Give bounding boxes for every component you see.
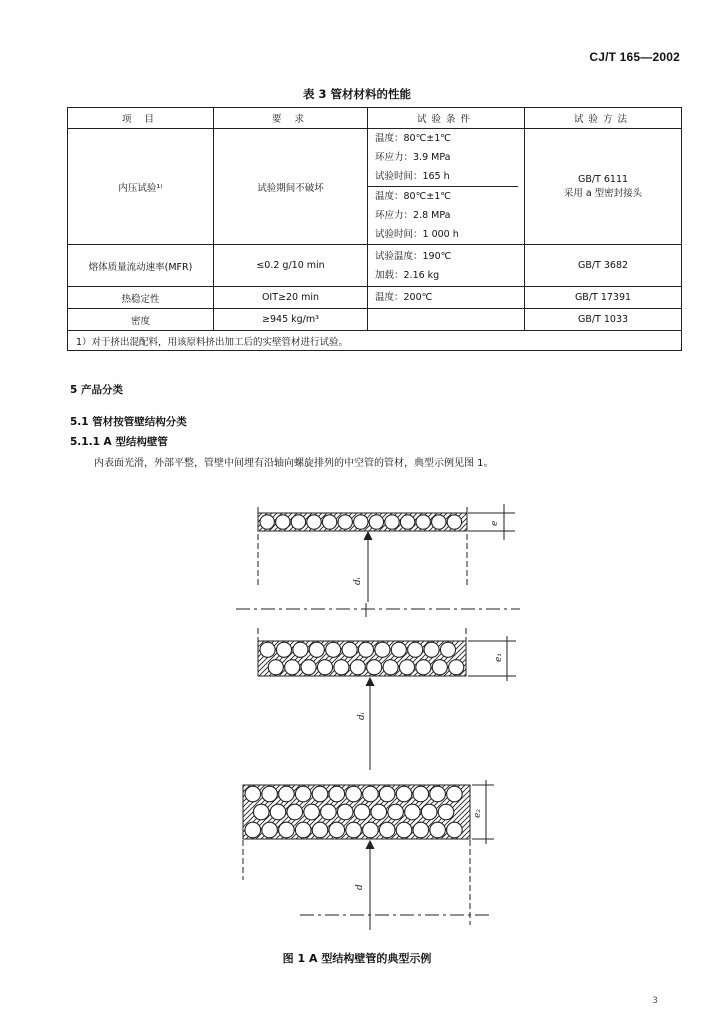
hollow-tube: [405, 804, 421, 820]
hollow-tube: [447, 822, 463, 838]
hollow-tube: [430, 822, 446, 838]
hollow-tube: [279, 822, 295, 838]
hollow-tube: [371, 804, 387, 820]
hollow-tube: [396, 786, 412, 802]
method-std: GB/T 6111: [577, 174, 629, 185]
hollow-tube: [408, 642, 423, 657]
hollow-tube: [287, 804, 303, 820]
hollow-tube: [293, 642, 308, 657]
hollow-tube: [383, 660, 398, 675]
hollow-tube: [354, 515, 368, 529]
cond-a-temp: 温度：80℃±1℃: [375, 133, 451, 144]
cond-b-stress: 环应力：2.8 MPa: [375, 210, 451, 221]
hollow-tube: [413, 786, 429, 802]
cell-mfr-item: 熔体质量流动速率(MFR): [68, 245, 214, 287]
hollow-tube: [268, 660, 283, 675]
hollow-tube: [295, 822, 311, 838]
hollow-tube: [363, 786, 379, 802]
hollow-tube: [416, 660, 431, 675]
header-method: 试验方法: [525, 108, 682, 129]
hollow-tube: [262, 786, 278, 802]
method-note: 采用 a 型密封接头: [563, 188, 643, 199]
hollow-tube: [322, 515, 336, 529]
hollow-tube: [334, 660, 349, 675]
hollow-tube: [421, 804, 437, 820]
figure-layers: [243, 513, 470, 839]
hollow-tube: [312, 786, 328, 802]
hollow-tube: [396, 822, 412, 838]
table-title: 表 3 管材材料的性能: [302, 87, 411, 101]
hollow-tube: [338, 515, 352, 529]
hollow-tube: [354, 804, 370, 820]
cell-thermal-method: GB/T 17391: [525, 287, 682, 309]
page-number: 3: [652, 996, 658, 1006]
section-5: 5 产品分类: [70, 384, 123, 396]
hollow-tube: [388, 804, 404, 820]
hollow-tube: [379, 822, 395, 838]
hollow-tube: [279, 786, 295, 802]
hollow-tube: [385, 515, 399, 529]
hollow-tube: [260, 642, 275, 657]
cell-density-req: ≥945 kg/m³: [214, 309, 368, 331]
hollow-tube: [363, 822, 379, 838]
hollow-tube: [291, 515, 305, 529]
hollow-tube: [342, 642, 357, 657]
hollow-tube: [260, 515, 274, 529]
section-5-1: 5.1 管材按管壁结构分类: [70, 416, 187, 428]
mfr-load: 加载：2.16 kg: [375, 269, 440, 281]
hollow-tube: [440, 642, 455, 657]
section-5-1-1-text: 内表面光滑，外部平整，管壁中间埋有沿轴向螺旋排列的中空管的管材，典型示例见图 1。: [94, 458, 494, 469]
hollow-tube: [253, 804, 269, 820]
label-e-top: e: [490, 520, 500, 526]
cell-density-item: 密度: [68, 309, 214, 331]
figure-dim-lines: [236, 504, 520, 930]
label-di-2: dᵢ: [357, 712, 367, 720]
hollow-tube: [379, 786, 395, 802]
cell-thermal-cond: 温度：200℃: [368, 287, 525, 309]
hollow-tube: [424, 642, 439, 657]
figure-caption: 图 1 A 型结构壁管的典型示例: [282, 952, 432, 965]
hollow-tube: [413, 822, 429, 838]
cond-b-time: 试验时间：1 000 h: [375, 229, 459, 240]
hollow-tube: [307, 515, 321, 529]
hollow-tube: [317, 660, 332, 675]
hollow-tube: [337, 804, 353, 820]
header-requirement: 要 求: [214, 108, 368, 129]
label-e1: e₁: [494, 653, 504, 662]
label-d: d: [355, 884, 365, 890]
hollow-tube: [304, 804, 320, 820]
hollow-tube: [346, 822, 362, 838]
mfr-temp: 试验温度：190℃: [375, 250, 452, 262]
section-5-1-1: 5.1.1 A 型结构壁管: [70, 436, 168, 448]
hollow-tube: [326, 642, 341, 657]
standard-number: CJ/T 165—2002: [589, 50, 680, 64]
hollow-tube: [321, 804, 337, 820]
hollow-tube: [400, 515, 414, 529]
hollow-tube: [270, 804, 286, 820]
cond-a-stress: 环应力：3.9 MPa: [375, 152, 451, 163]
hollow-tube: [285, 660, 300, 675]
header-condition: 试验条件: [368, 108, 525, 129]
hollow-tube: [301, 660, 316, 675]
hollow-tube: [350, 660, 365, 675]
hollow-tube: [449, 660, 464, 675]
hollow-tube: [391, 642, 406, 657]
header-item: 项 目: [68, 108, 214, 129]
cell-mfr-method: GB/T 3682: [525, 245, 682, 287]
hollow-tube: [369, 515, 383, 529]
cell-density-method: GB/T 1033: [525, 309, 682, 331]
label-di-1: dᵢ: [353, 577, 363, 585]
hollow-tube: [309, 642, 324, 657]
hollow-tube: [329, 822, 345, 838]
hollow-tube: [432, 660, 447, 675]
cond-b-temp: 温度：80℃±1℃: [375, 191, 451, 202]
cond-a-time: 试验时间：165 h: [375, 171, 450, 182]
cell-pressure-item: 内压试验¹⁾: [68, 129, 214, 245]
hollow-tube: [312, 822, 328, 838]
hollow-tube: [276, 515, 290, 529]
hollow-tube: [245, 822, 261, 838]
label-e2: e₂: [473, 809, 483, 818]
cell-mfr-req: ≤0.2 g/10 min: [214, 245, 368, 287]
hollow-tube: [438, 804, 454, 820]
hollow-tube: [295, 786, 311, 802]
hollow-tube: [430, 786, 446, 802]
table-footnote: 1）对于挤出混配料，用该原料挤出加工后的实壁管材进行试验。: [68, 331, 682, 351]
hollow-tube: [358, 642, 373, 657]
hollow-tube: [276, 642, 291, 657]
hollow-tube: [245, 786, 261, 802]
cell-thermal-item: 热稳定性: [68, 287, 214, 309]
hollow-tube: [447, 786, 463, 802]
hollow-tube: [375, 642, 390, 657]
cell-thermal-req: OIT≥20 min: [214, 287, 368, 309]
hollow-tube: [262, 822, 278, 838]
hollow-tube: [367, 660, 382, 675]
hollow-tube: [346, 786, 362, 802]
hollow-tube: [416, 515, 430, 529]
hollow-tube: [329, 786, 345, 802]
hollow-tube: [399, 660, 414, 675]
hollow-tube: [432, 515, 446, 529]
cell-pressure-req: 试验期间不破坏: [214, 129, 368, 245]
hollow-tube: [447, 515, 461, 529]
